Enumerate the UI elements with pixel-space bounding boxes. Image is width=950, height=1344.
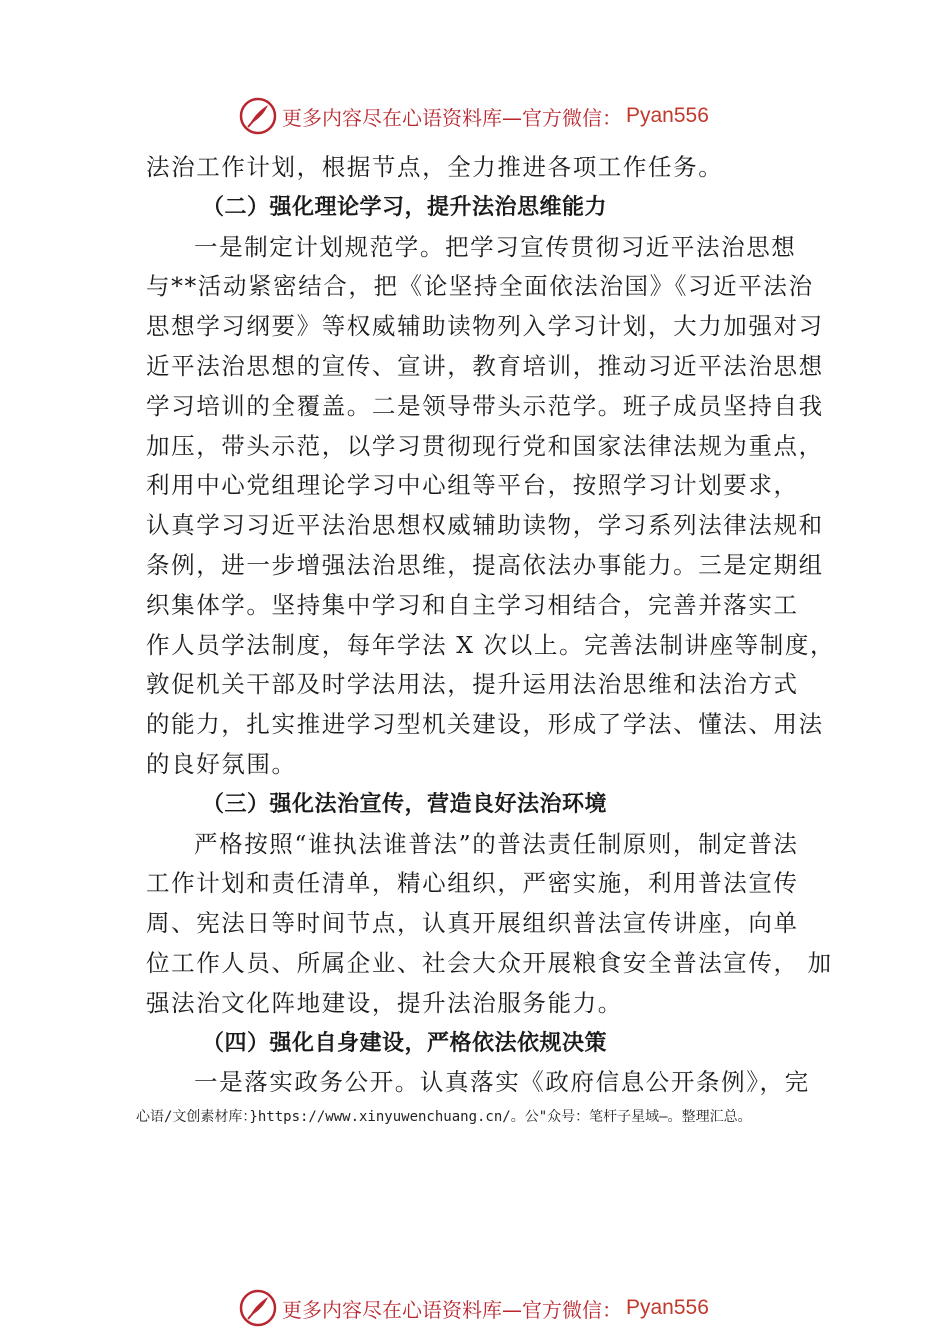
- section-heading: （二）强化理论学习，提升法治思维能力: [202, 194, 608, 220]
- paragraph-line: 周、宪法日等时间节点，认真开展组织普法宣传讲座，向单: [146, 909, 799, 938]
- section-heading: （四）强化自身建设，严格依法依规决策: [202, 1030, 608, 1056]
- paragraph-line: 织集体学。坚持集中学习和自主学习相结合，完善并落实工: [146, 590, 799, 619]
- paragraph-line: 法治工作计划，根据节点，全力推进各项工作任务。: [146, 153, 724, 181]
- quill-logo-icon: [238, 96, 278, 136]
- section-heading: （三）强化法治宣传，营造良好法治环境: [202, 791, 608, 817]
- footnote-source: 心语/文创素材库：}https://www.xinyuwenchuang.cn/。公"众号：笔杆子星域—。整理汇总。: [136, 1109, 752, 1125]
- paragraph-line: 作人员学法制度，每年学法 X 次以上。完善法制讲座等制度，: [146, 630, 836, 659]
- paragraph-line: 思想学习纲要》等权威辅助读物列入学习计划，大力加强对习: [146, 312, 824, 341]
- paragraph-line: 学习培训的全覆盖。二是领导带头示范学。班子成员坚持自我: [146, 391, 824, 420]
- paragraph-line: 敦促机关干部及时学法用法，提升运用法治思维和法治方式: [146, 670, 799, 699]
- paragraph-line: 与**活动紧密结合，把《论坚持全面依法治国》《习近平法治: [146, 272, 814, 301]
- paragraph-line: 利用中心党组理论学习中心组等平台，按照学习计划要求，: [146, 471, 799, 500]
- paragraph-line: 位工作人员、所属企业、社会大众开展粮食安全普法宣传， 加: [146, 948, 833, 977]
- paragraph-line: 工作计划和责任清单，精心组织，严密实施，利用普法宣传: [146, 869, 799, 898]
- wechat-handle: Pyan556: [626, 104, 709, 127]
- banner-text: 更多内容尽在心语资料库—官方微信：: [282, 105, 622, 130]
- banner-text: 更多内容尽在心语资料库—官方微信：: [282, 1297, 622, 1322]
- paragraph-line: 近平法治思想的宣传、宣讲，教育培训，推动习近平法治思想: [146, 351, 824, 380]
- paragraph-line: 的能力，扎实推进学习型机关建设，形成了学法、懂法、用法: [146, 710, 824, 739]
- quill-logo-icon: [238, 1288, 278, 1328]
- paragraph-line: 加压，带头示范，以学习贯彻现行党和国家法律法规为重点，: [146, 431, 824, 460]
- paragraph-first-line: 一是制定计划规范学。把学习宣传贯彻习近平法治思想: [194, 232, 797, 261]
- paragraph-line: 强法治文化阵地建设，提升法治服务能力。: [146, 988, 623, 1017]
- wechat-handle: Pyan556: [626, 1296, 709, 1319]
- paragraph-line: 认真学习习近平法治思想权威辅助读物，学习系列法律法规和: [146, 511, 824, 540]
- header-watermark-banner: [238, 94, 758, 138]
- paragraph-first-line: 严格按照“谁执法谁普法”的普法责任制原则，制定普法: [194, 829, 799, 858]
- paragraph-line: 的良好氛围。: [146, 749, 297, 778]
- footer-watermark-banner: [238, 1286, 758, 1330]
- document-body: [146, 148, 836, 1103]
- paragraph-first-line: 一是落实政务公开。认真落实《政府信息公开条例》，完: [194, 1068, 810, 1097]
- paragraph-line: 条例，进一步增强法治思维，提高依法办事能力。三是定期组: [146, 550, 824, 579]
